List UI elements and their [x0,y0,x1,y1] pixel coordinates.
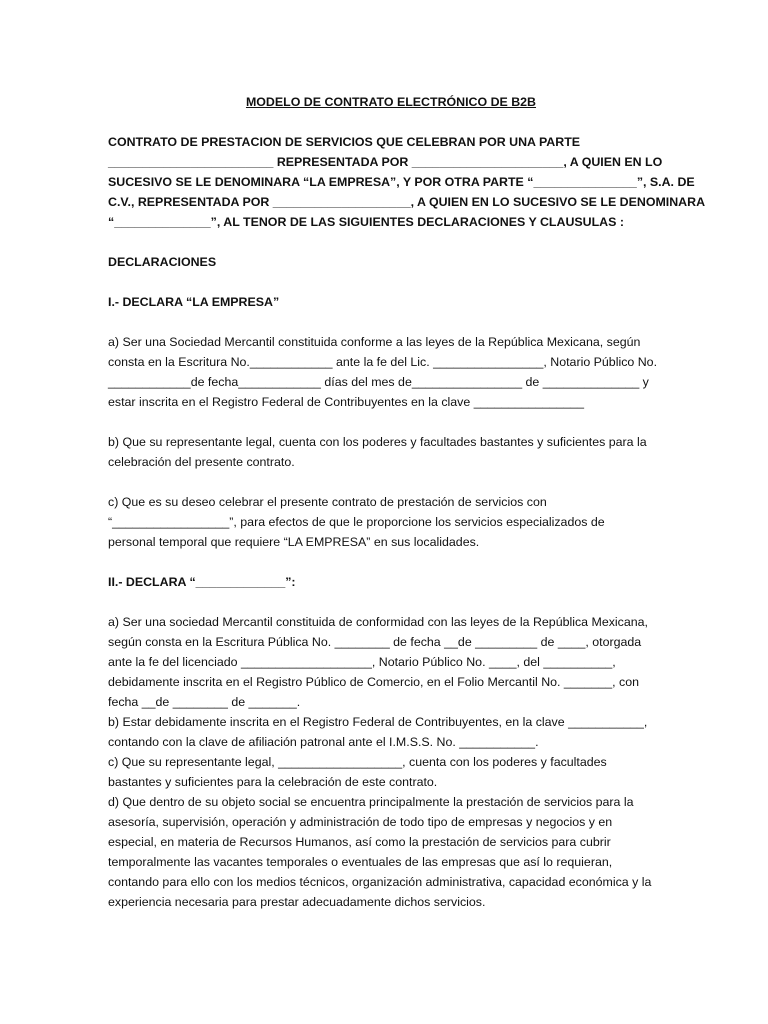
paragraph-line: debidamente inscrita en el Registro Público de Comercio, en el Folio Mercantil No. _______, con [108,675,640,689]
intro-line: CONTRATO DE PRESTACION DE SERVICIOS QUE CELEBRAN POR UNA PARTE [108,135,581,149]
paragraph-line: temporalmente las vacantes temporales o eventuales de las empresas que así lo requieran, [108,855,613,869]
spacer [108,232,668,252]
paragraph-line: contando para ello con los medios técnicos, organización administrativa, capacidad económica y la [108,875,652,889]
paragraph-line: ____________de fecha____________ días del mes de________________ de ______________ y [108,375,649,389]
spacer [108,272,668,292]
paragraph-line: contando con la clave de afiliación patronal ante el I.M.S.S. No. ___________. [108,735,539,749]
intro-line: C.V., REPRESENTADA POR ____________________, A QUIEN EN LO SUCESIVO SE LE DENOMINARA [108,195,706,209]
paragraph-line: c) Que su representante legal, __________________, cuenta con los poderes y facultades [108,755,607,769]
section-2-body [108,612,668,912]
section-1-paragraph-b [108,432,668,472]
paragraph-line: a) Ser una Sociedad Mercantil constituida conforme a las leyes de la República Mexicana, según [108,335,641,349]
section-2-heading: II.- DECLARA “_____________”: [108,575,296,589]
paragraph-line: celebración del presente contrato. [108,455,295,469]
paragraph-line: c) Que es su deseo celebrar el presente contrato de prestación de servicios con [108,495,547,509]
paragraph-line: especial, en materia de Recursos Humanos, así como la prestación de servicios para cubrir [108,835,611,849]
paragraph-line: b) Estar debidamente inscrita en el Registro Federal de Contribuyentes, en la clave ___________, [108,715,648,729]
spacer [108,312,668,332]
intro-paragraph [108,132,706,232]
paragraph-line: b) Que su representante legal, cuenta con los poderes y facultades bastantes y suficientes para la [108,435,647,449]
spacer [108,472,668,492]
paragraph-line: asesoría, supervisión, operación y administración de todo tipo de empresas y negocios y en [108,815,613,829]
spacer [108,552,668,572]
declaraciones-heading: DECLARACIONES [108,255,217,269]
section-1-paragraph-a [108,332,668,412]
intro-line: ________________________ REPRESENTADA POR ______________________, A QUIEN EN LO [108,155,663,169]
intro-line: “______________”, AL TENOR DE LAS SIGUIENTES DECLARACIONES Y CLAUSULAS : [108,215,624,229]
section-1-paragraph-c [108,492,668,552]
paragraph-line: bastantes y suficientes para la celebración de este contrato. [108,775,438,789]
paragraph-line: a) Ser una sociedad Mercantil constituida de conformidad con las leyes de la República Mexicana, [108,615,648,629]
spacer [108,412,668,432]
spacer [108,592,668,612]
paragraph-line: experiencia necesaria para prestar adecuadamente dichos servicios. [108,895,486,909]
paragraph-line: según consta en la Escritura Pública No. ________ de fecha __de _________ de ____, otorgada [108,635,642,649]
paragraph-line: d) Que dentro de su objeto social se encuentra principalmente la prestación de servicios para la [108,795,634,809]
paragraph-line: personal temporal que requiere “LA EMPRESA” en sus localidades. [108,535,480,549]
document-title: MODELO DE CONTRATO ELECTRÓNICO DE B2B [245,95,537,109]
paragraph-line: consta en la Escritura No.____________ ante la fe del Lic. ________________, Notario Público No. [108,355,658,369]
paragraph-line: ante la fe del licenciado ___________________, Notario Público No. ____, del __________, [108,655,616,669]
paragraph-line: fecha __de ________ de _______. [108,695,301,709]
document-page [108,92,706,912]
intro-line: SUCESIVO SE LE DENOMINARA “LA EMPRESA”, Y POR OTRA PARTE “_______________”, S.A. DE [108,175,695,189]
paragraph-line: “_________________”, para efectos de que le proporcione los servicios especializados de [108,515,605,529]
paragraph-line: estar inscrita en el Registro Federal de Contribuyentes en la clave ________________ [108,395,584,409]
section-1-heading: I.- DECLARA “LA EMPRESA” [108,295,280,309]
